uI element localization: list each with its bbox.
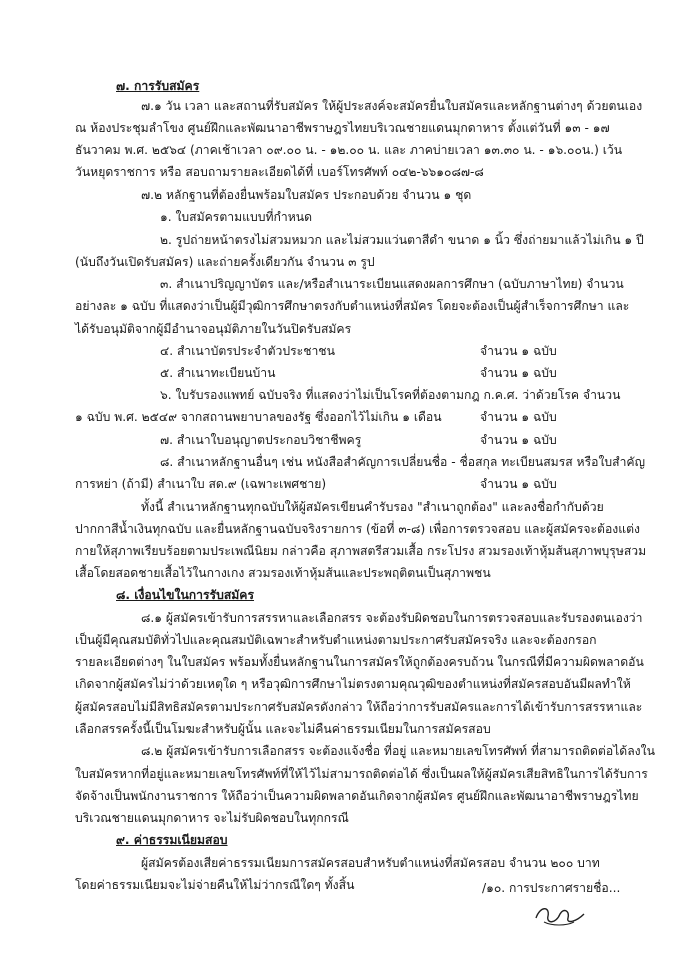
s7-2-line-1: ๗.๒ หลักฐานที่ต้องยื่นพร้อมใบสมัคร ประกอบด้วย จำนวน ๑ ชุด [141, 188, 472, 202]
item-5: ๕. สำเนาทะเบียนบ้าน [160, 366, 276, 380]
s8-1-line-6: เลือกสรรครั้งนี้เป็นโมฆะสำหรับผู้นั้น และจะไม่คืนค่าธรรมเนียมในการสมัครสอบ [75, 722, 491, 736]
section-7-heading: ๗. การรับสมัคร [116, 79, 200, 93]
item-4-qty: จำนวน ๑ ฉบับ [480, 344, 557, 358]
s8-1-line-1: ๘.๑ ผู้สมัครเข้ารับการสรรหาและเลือกสรร จะต้องรับผิดชอบในการตรวจสอบและรับรองตนเองว่า [141, 611, 643, 625]
item-3-line-1: ๓. สำเนาปริญญาบัตร และ/หรือสำเนาระเบียนแสดงผลการศึกษา (ฉบับภาษาไทย) จำนวน [160, 277, 624, 291]
item-2-line-1: ๒. รูปถ่ายหน้าตรงไม่สวมหมวก และไม่สวมแว่นตาสีดำ ขนาด ๑ นิ้ว ซึ่งถ่ายมาแล้วไม่เกิน ๑ ปี [160, 233, 644, 247]
item-1: ๑. ใบสมัครตามแบบที่กำหนด [160, 210, 312, 224]
note-line-2: ปากกาสีน้ำเงินทุกฉบับ และยื่นหลักฐานฉบับจริงรายการ (ข้อที่ ๓-๘) เพื่อการตรวจสอบ และผู้สมัครจะต้องแต่ง [75, 522, 640, 536]
item-3-line-2: อย่างละ ๑ ฉบับ ที่แสดงว่าเป็นผู้มีวุฒิการศึกษาตรงกับตำแหน่งที่สมัคร โดยจะต้องเป็นผู้สำเร็จการศึกษา และ [75, 299, 630, 313]
s8-2-line-1: ๘.๒ ผู้สมัครเข้ารับการเลือกสรร จะต้องแจ้งชื่อ ที่อยู่ และหมายเลขโทรศัพท์ ที่สามารถติดต่อได้ลงใน [141, 744, 655, 758]
s8-2-line-2: ใบสมัครหากที่อยู่และหมายเลขโทรศัพท์ที่ให้ไว้ไม่สามารถติดต่อได้ ซึ่งเป็นผลให้ผู้สมัครเสียสิทธิในการได้รับการ [75, 767, 648, 781]
s8-1-line-4: เกิดจากผู้สมัครไม่ว่าด้วยเหตุใด ๆ หรือวุฒิการศึกษาไม่ตรงตามคุณวุฒิของตำแหน่งที่สมัครสอบอันมีผลทำให้ [75, 677, 631, 691]
note-line-3: กายให้สุภาพเรียบร้อยตามประเพณีนิยม กล่าวคือ สุภาพสตรีสวมเสื้อ กระโปรง สวมรองเท้าหุ้มส้นสุภาพบุรุษสวม [75, 544, 647, 558]
item-8-line-2: การหย่า (ถ้ามี) สำเนาใบ สด.๙ (เฉพาะเพศชาย) [75, 477, 327, 491]
s7-1-line-4: วันหยุดราชการ หรือ สอบถามรายละเอียดได้ที่ เบอร์โทรศัพท์ ๐๔๒-๖๖๑๐๘๗-๘ [75, 165, 484, 179]
item-6-line-2: ๑ ฉบับ พ.ศ. ๒๕๔๙ จากสถานพยาบาลของรัฐ ซึ่งออกไว้ไม่เกิน ๑ เดือน [75, 410, 442, 424]
s8-1-line-3: รายละเอียดต่างๆ ในใบสมัคร พร้อมทั้งยื่นหลักฐานในการสมัครให้ถูกต้องครบถ้วน ในกรณีที่มีความผิดพลาดอัน [75, 655, 644, 669]
s9-line-1: ผู้สมัครต้องเสียค่าธรรมเนียมการสมัครสอบสำหรับตำแหน่งที่สมัครสอบ จำนวน ๒๐๐ บาท [141, 856, 600, 870]
s8-2-line-3: จัดจ้างเป็นพนักงานราชการ ให้ถือว่าเป็นความผิดพลาดอันเกิดจากผู้สมัคร ศูนย์ฝึกและพัฒนาอาชีพราษฎรไทย [75, 789, 639, 803]
section-9-heading: ๙. ค่าธรรมเนียมสอบ [116, 833, 228, 847]
note-line-4: เสื้อโดยสอดชายเสื้อไว้ในกางเกง สวมรองเท้าหุ้มส้นและประพฤติตนเป็นสุภาพชน [75, 566, 491, 580]
signature-mark [530, 900, 590, 928]
s7-1-line-3: ธันวาคม พ.ศ. ๒๕๖๔ (ภาคเช้าเวลา ๐๙.๐๐ น. - ๑๒.๐๐ น. และ ภาคบ่ายเวลา ๑๓.๓๐ น. - ๑๖.๐๐น.) เว้น [75, 143, 623, 157]
item-6-line-1: ๖. ใบรับรองแพทย์ ฉบับจริง ที่แสดงว่าไม่เป็นโรคที่ต้องตามกฎ ก.ค.ศ. ว่าด้วยโรค จำนวน [160, 388, 621, 402]
item-2-line-2: (นับถึงวันเปิดรับสมัคร) และถ่ายครั้งเดียวกัน จำนวน ๓ รูป [75, 255, 375, 269]
s7-1-line-1: ๗.๑ วัน เวลา และสถานที่รับสมัคร ให้ผู้ประสงค์จะสมัครยื่นใบสมัครและหลักฐานต่างๆ ด้วยตนเอง [141, 99, 643, 113]
note-line-1: ทั้งนี้ สำเนาหลักฐานทุกฉบับให้ผู้สมัครเขียนคำรับรอง "สำเนาถูกต้อง" และลงชื่อกำกับด้วย [141, 500, 604, 514]
item-3-line-3: ได้รับอนุมัติจากผู้มีอำนาจอนุมัติภายในวันปิดรับสมัคร [75, 322, 352, 336]
item-6-qty: จำนวน ๑ ฉบับ [480, 410, 557, 424]
s7-1-line-2: ณ ห้องประชุมลำโขง ศูนย์ฝึกและพัฒนาอาชีพราษฎรไทยบริเวณชายแดนมุกดาหาร ตั้งแต่วันที่ ๑๓ - ๑๗ [75, 121, 610, 135]
s8-1-line-5: ผู้สมัครสอบไม่มีสิทธิสมัครตามประกาศรับสมัครดังกล่าว ให้ถือว่าการรับสมัครและการได้เข้ารับการสรรหาและ [75, 700, 643, 714]
item-4: ๔. สำเนาบัตรประจำตัวประชาชน [160, 344, 335, 358]
item-7-qty: จำนวน ๑ ฉบับ [480, 433, 557, 447]
item-5-qty: จำนวน ๑ ฉบับ [480, 366, 557, 380]
s8-2-line-4: บริเวณชายแดนมุกดาหาร จะไม่รับผิดชอบในทุกกรณี [75, 811, 349, 825]
section-8-heading: ๘. เงื่อนไขในการรับสมัคร [116, 588, 255, 602]
item-7: ๗. สำเนาใบอนุญาตประกอบวิชาชีพครู [160, 433, 362, 447]
continuation-text: /๑๐. การประกาศรายชื่อ... [482, 881, 621, 895]
s8-1-line-2: เป็นผู้มีคุณสมบัติทั่วไปและคุณสมบัติเฉพาะสำหรับตำแหน่งตามประกาศรับสมัครจริง และจะต้องกรอก [75, 633, 597, 647]
item-8-line-1: ๘. สำเนาหลักฐานอื่นๆ เช่น หนังสือสำคัญการเปลี่ยนชื่อ - ชื่อสกุล ทะเบียนสมรส หรือใบสำคัญ [160, 455, 645, 469]
item-8-qty: จำนวน ๑ ฉบับ [480, 477, 557, 491]
s9-line-2: โดยค่าธรรมเนียมจะไม่จ่ายคืนให้ไม่ว่ากรณีใดๆ ทั้งสิ้น [75, 878, 355, 892]
